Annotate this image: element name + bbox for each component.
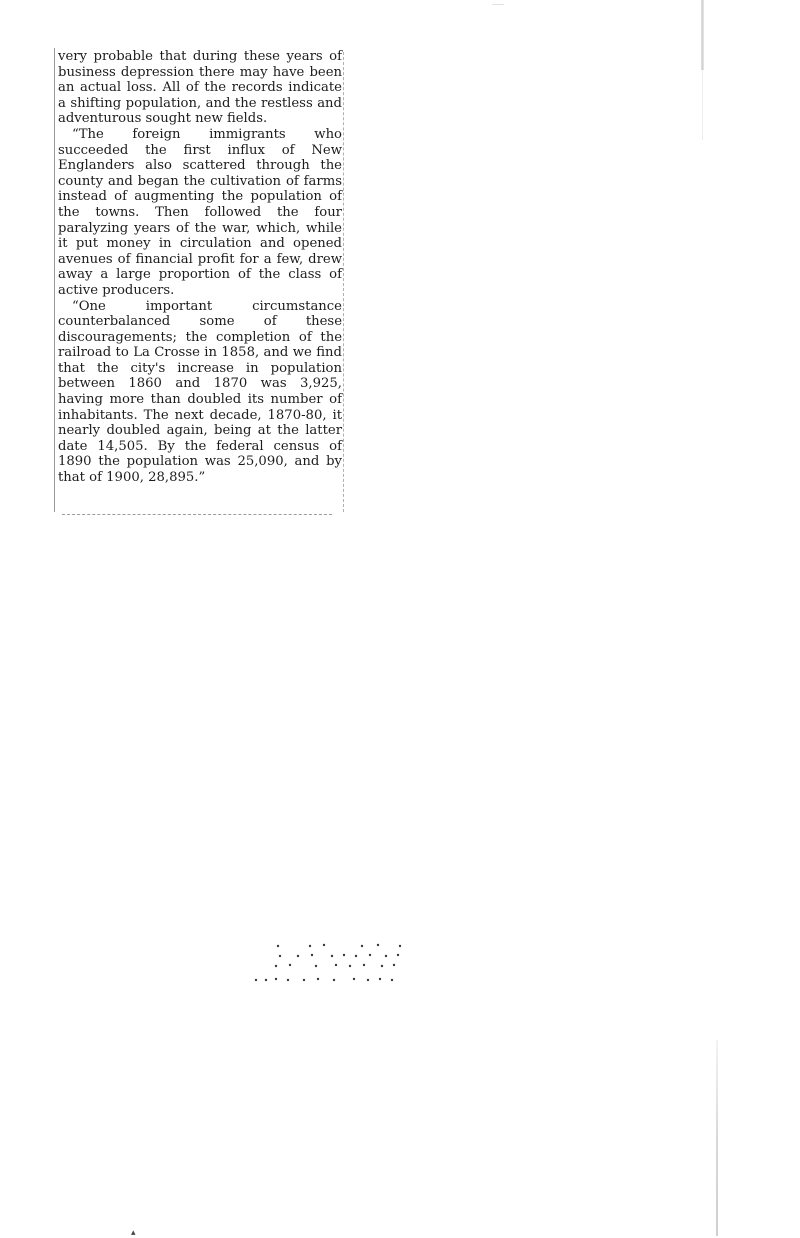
- dotted-stamp-marks: [252, 942, 412, 986]
- clipping-paragraph-2: “The foreign immigrants who succeeded the first influx of New Englanders also scattered through the county and began the cultivation of farms instead of augmenting the population of the towns. Then followed the four paralyzing years of the war, which, while it put money in circulation and opened avenues of financial profit for a few, drew away a large proportion of the class of active producers.: [58, 126, 342, 298]
- clipping-bottom-edge: [62, 514, 332, 516]
- scan-artifact-right-upper-faint: [702, 70, 703, 140]
- scan-artifact-top: [492, 4, 504, 5]
- scan-artifact-right-upper: [701, 0, 704, 70]
- clipping-right-edge: [343, 52, 345, 512]
- bottom-scan-speck: ▴: [131, 1228, 136, 1238]
- clipping-paragraph-1: very probable that during these years of business depression there may have been an actual loss. All of the records indicate a shifting population, and the restless and adventurous sought new fields.: [58, 49, 342, 127]
- clipping-left-edge: [54, 48, 55, 512]
- newspaper-clipping: [58, 49, 342, 486]
- clipping-paragraph-3: “One important circumstance counterbalanced some of these discouragements; the completion of the railroad to La Crosse in 1858, and we find that the city's increase in population between 1860 and 1870 was 3,925, having more than doubled its number of inhabitants. The next decade, 1870-80, it nearly doubled again, being at the latter date 14,505. By the federal census of 1890 the population was 25,090, and by that of 1900, 28,895.”: [58, 298, 342, 486]
- scan-artifact-right-lower: [716, 1040, 718, 1236]
